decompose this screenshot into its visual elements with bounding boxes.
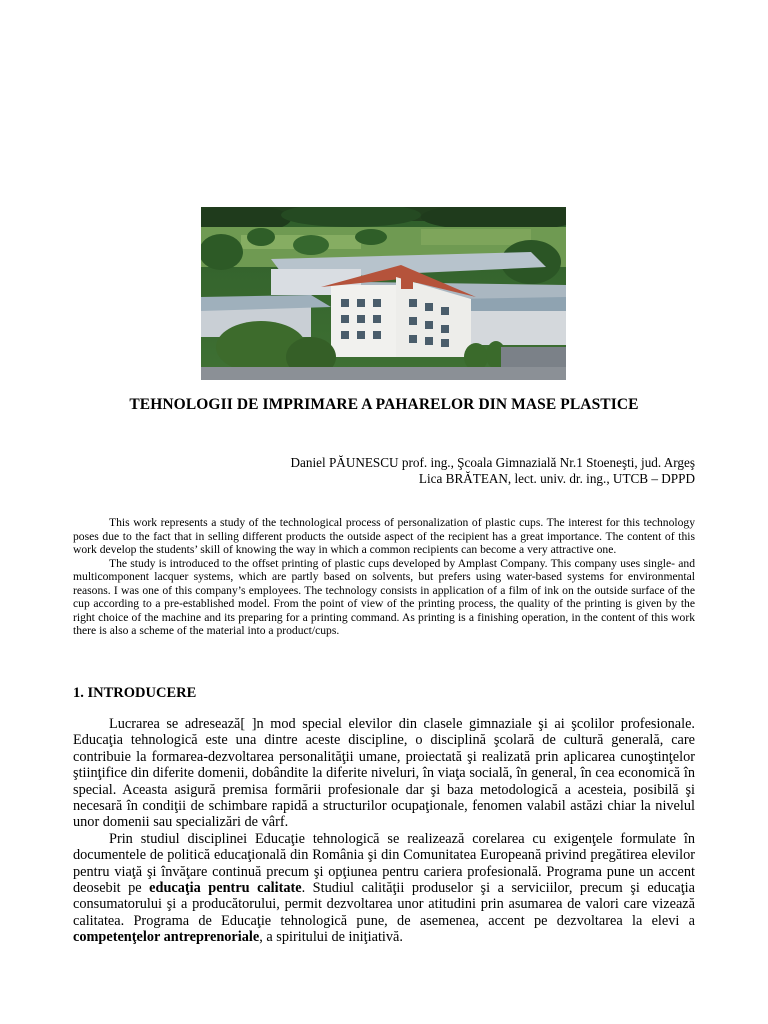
abstract-paragraph: The study is introduced to the offset printing of plastic cups developed by Amplast Company. This company uses single- and multicomponent lacquer systems, which are partly based on solvents, but prefers using water-based systems for environmental reasons. I was one of this company’s employees. The technology consists in application of a film of ink on the outside surface of the cup according to a pre-established model. From the point of view of the printing process, the quality of the printing is given by the right choice of the machine and its preparing for a printing command. As printing is a finishing operation, in the content of this work there is also a scheme of the material into a product/cups. (73, 556, 695, 637)
section-heading: 1. INTRODUCERE (73, 685, 197, 701)
body-text-run: . Studiul calităţii produselor şi a serviciilor, precum şi educaţia consumatorului şi a producătorului, permit dezvoltarea unor atitudini prin asumarea de valori care vizează calitatea. Programa de Educaţie tehnologică pune, de asemenea, accent pe dezvoltarea la elevi a (73, 880, 695, 929)
body-text-run: , a spiritului de iniţiativă. (259, 929, 403, 946)
factory-photo (201, 207, 566, 380)
document-title: TEHNOLOGII DE IMPRIMARE A PAHARELOR DIN MASE PLASTICE (129, 396, 639, 413)
abstract (73, 516, 695, 638)
body-paragraph (73, 831, 695, 946)
body-text (73, 716, 695, 946)
author-line: Daniel PĂUNESCU prof. ing., Şcoala Gimnazială Nr.1 Stoeneşti, jud. Argeş (290, 455, 695, 470)
abstract-paragraph: This work represents a study of the technological process of personalization of plastic cups. The interest for this technology poses due to the fact that in selling different products the outside aspect of the recipient has a great importance. The content of this work develop the students’ skill of knowing the way in which a common recipients can become a very attractive one. (73, 516, 695, 556)
body-paragraph: Lucrarea se adresează[ ]n mod special elevilor din clasele gimnaziale şi ai şcolilor profesionale. Educaţia tehnologică este una dintre aceste discipline, o disciplină şcolară de cultură generală, care contribuie la formarea-dezvoltarea personalităţii umane, proiectată şi realizată prin aplicarea cunoştinţelor ştiinţifice din diferite domenii, dobândite la diferite niveluri, în viaţa socială, în general, în cea economică în special. Aceasta asigură premisa formării profesionale dar şi baza metodologică a acesteia, posibilă şi necesară în condiţii de schimbare rapidă a structurilor ocupaţionale, fenomen valabil astăzi chiar la nivelul unor domenii sau specializări de vârf. (73, 716, 695, 831)
author-line: Lica BRĂTEAN, lect. univ. dr. ing., UTCB – DPPD (418, 471, 695, 486)
bold-phrase: educaţia pentru calitate (149, 880, 302, 897)
body-text-run: Prin studiul disciplinei Educaţie tehnologică se realizează corelarea cu exigenţele formulate în documentele de politică educaţională din România şi din Comunitatea Europeană privind pregătirea elevilor pentru viaţă şi învăţare continuă precum şi opţiunea pentru cariera profesională. Programa pune un accent deosebit pe (73, 830, 695, 897)
authors-block (291, 455, 695, 487)
bold-phrase: competenţelor antreprenoriale (73, 929, 260, 946)
